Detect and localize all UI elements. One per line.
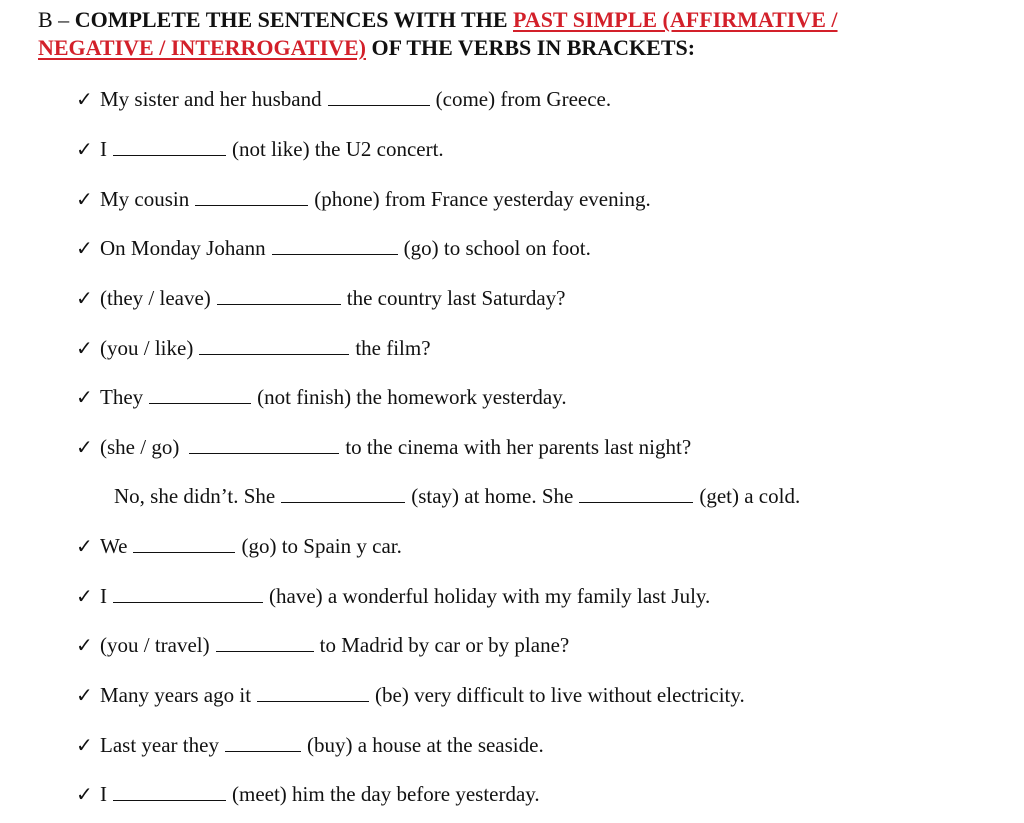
- answer-blank[interactable]: [225, 747, 301, 752]
- sentence-text-after: (meet) him the day before yesterday.: [232, 782, 540, 806]
- sentence-text-after: (phone) from France yesterday evening.: [314, 187, 651, 211]
- answer-blank[interactable]: [216, 647, 314, 652]
- sentence-text-after: (have) a wonderful holiday with my family last July.: [269, 584, 711, 608]
- answer-blank[interactable]: [579, 498, 693, 503]
- check-icon: ✓: [76, 534, 93, 558]
- sentence-text-before: Last year they: [100, 733, 219, 757]
- sentence-6: [76, 334, 431, 362]
- answer-blank[interactable]: [133, 548, 235, 553]
- sentence-text-after: to Madrid by car or by plane?: [319, 633, 570, 657]
- sentence-text-after: to the cinema with her parents last night?: [345, 435, 692, 459]
- check-icon: ✓: [76, 137, 93, 161]
- answer-blank[interactable]: [257, 697, 369, 702]
- sentence-text-before: They: [100, 385, 144, 409]
- sentence-12: [76, 681, 745, 709]
- sentence-7: [76, 383, 567, 411]
- sentence-text-middle: (stay) at home. She: [411, 484, 574, 508]
- check-icon: ✓: [76, 286, 93, 310]
- sentence-text-before: I: [100, 782, 107, 806]
- answer-blank[interactable]: [149, 399, 251, 404]
- sentence-text-before: Many years ago it: [100, 683, 252, 707]
- check-icon: ✓: [76, 336, 93, 360]
- sentence-10: [76, 582, 710, 610]
- sentence-text-before: My sister and her husband: [100, 87, 322, 111]
- sentence-3: [76, 185, 651, 213]
- sentence-text-after: (go) to school on foot.: [403, 236, 591, 260]
- tense-highlight-continued: NEGATIVE / INTERROGATIVE): [38, 35, 367, 60]
- sentence-text-after: (get) a cold.: [699, 484, 801, 508]
- answer-blank[interactable]: [195, 201, 308, 206]
- sentence-text-before: (she / go): [100, 435, 180, 459]
- sentence-4: [76, 234, 591, 262]
- sentence-text-before: (you / like): [100, 336, 194, 360]
- sentence-text-before: We: [100, 534, 128, 558]
- sentence-text-after: (buy) a house at the seaside.: [306, 733, 544, 757]
- sentence-11: [76, 631, 569, 659]
- check-icon: ✓: [76, 584, 93, 608]
- sentence-9: [76, 532, 402, 560]
- exercise-label: B –: [38, 7, 70, 32]
- sentence-8: [76, 433, 691, 461]
- sentence-text-before: On Monday Johann: [100, 236, 266, 260]
- answer-blank[interactable]: [113, 598, 263, 603]
- sentence-8-answer: [114, 482, 800, 510]
- tense-highlight: PAST SIMPLE (AFFIRMATIVE /: [513, 7, 838, 32]
- sentence-5: [76, 284, 565, 312]
- check-icon: ✓: [76, 683, 93, 707]
- sentence-text-before: I: [100, 584, 107, 608]
- instruction-text: COMPLETE THE SENTENCES WITH THE: [69, 7, 513, 32]
- answer-blank[interactable]: [328, 101, 430, 106]
- check-icon: ✓: [76, 236, 93, 260]
- check-icon: ✓: [76, 87, 93, 111]
- sentence-text-after: the film?: [355, 336, 431, 360]
- check-icon: ✓: [76, 633, 93, 657]
- sentence-text-after: (not like) the U2 concert.: [232, 137, 444, 161]
- sentence-text-after: (be) very difficult to live without electricity.: [375, 683, 745, 707]
- sentence-text-before: (they / leave): [100, 286, 211, 310]
- sentence-14: [76, 780, 540, 808]
- answer-blank[interactable]: [272, 250, 398, 255]
- check-icon: ✓: [76, 435, 93, 459]
- answer-blank[interactable]: [217, 300, 341, 305]
- sentence-13: [76, 731, 544, 759]
- sentence-1: [76, 85, 611, 113]
- sentence-2: [76, 135, 444, 163]
- instruction-text-end: OF THE VERBS IN BRACKETS:: [366, 35, 696, 60]
- sentence-text-after: (not finish) the homework yesterday.: [257, 385, 567, 409]
- sentence-text-before: My cousin: [100, 187, 190, 211]
- check-icon: ✓: [76, 187, 93, 211]
- answer-blank[interactable]: [199, 350, 349, 355]
- sentence-text-after: (go) to Spain y car.: [241, 534, 402, 558]
- check-icon: ✓: [76, 733, 93, 757]
- answer-blank[interactable]: [281, 498, 405, 503]
- answer-blank[interactable]: [189, 449, 339, 454]
- exercise-heading: [38, 6, 988, 62]
- answer-blank[interactable]: [113, 796, 226, 801]
- check-icon: ✓: [76, 385, 93, 409]
- sentence-text-after: (come) from Greece.: [435, 87, 612, 111]
- sentence-text-before: (you / travel): [100, 633, 210, 657]
- sentence-text-after: the country last Saturday?: [346, 286, 566, 310]
- answer-blank[interactable]: [113, 151, 226, 156]
- sentence-text-before: I: [100, 137, 107, 161]
- check-icon: ✓: [76, 782, 93, 806]
- sentence-text-before: No, she didn’t. She: [114, 484, 276, 508]
